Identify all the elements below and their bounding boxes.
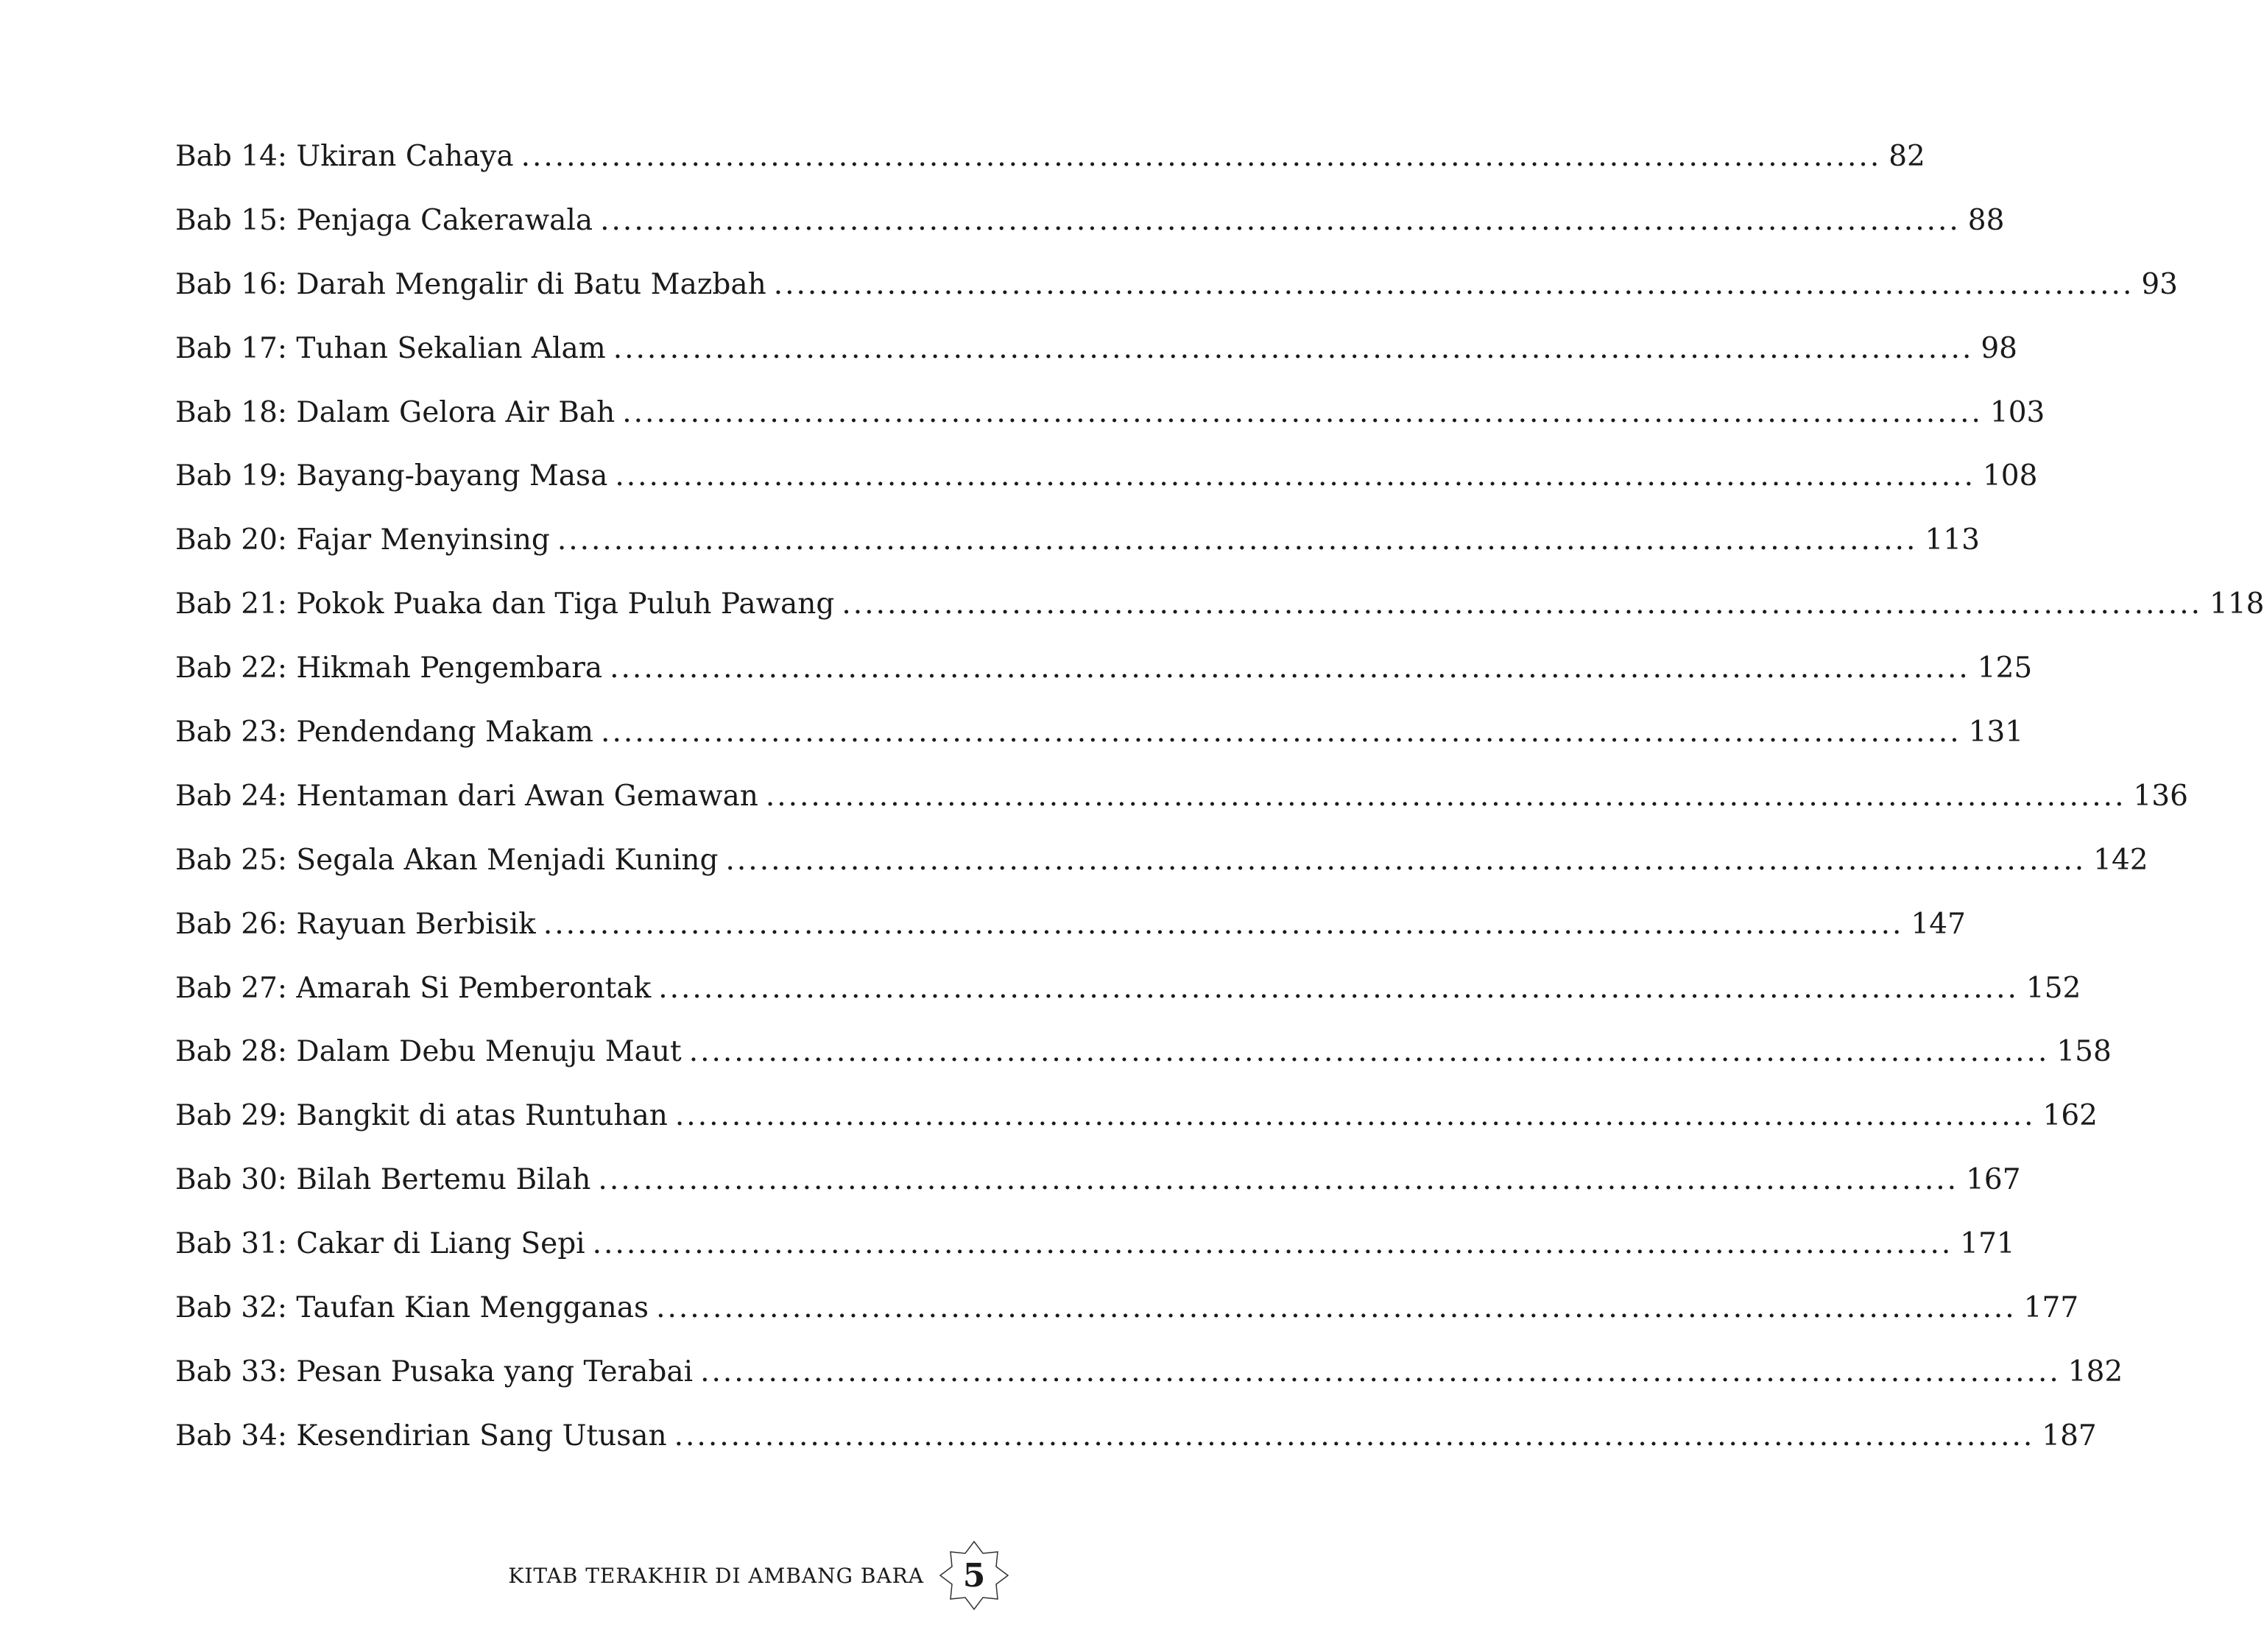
toc-entry-page: 142 xyxy=(2093,843,2148,877)
toc-entry-page: 177 xyxy=(2023,1291,2079,1325)
book-title: KITAB TERAKHIR DI AMBANG BARA xyxy=(508,1563,924,1588)
dot-leader: ........................................................................................................................ xyxy=(615,459,1975,493)
dot-leader: ........................................................................................................................ xyxy=(543,907,1904,941)
toc-entry-page: 167 xyxy=(1966,1163,2021,1197)
toc-entry-title: Bab 24: Hentaman dari Awan Gemawan xyxy=(175,779,758,813)
toc-entry-page: 103 xyxy=(1989,395,2045,429)
toc-entry xyxy=(175,203,2005,270)
page-number-badge xyxy=(937,1539,1011,1612)
toc-entry-title: Bab 32: Taufan Kian Mengganas xyxy=(175,1291,649,1325)
dot-leader: ........................................................................................................................ xyxy=(674,1419,2035,1452)
toc-entry-page: 152 xyxy=(2025,971,2081,1005)
toc-entry xyxy=(175,587,2264,654)
page-footer xyxy=(508,1539,1011,1612)
toc-entry-title: Bab 29: Bangkit di atas Runtuhan xyxy=(175,1099,668,1133)
toc-entry-title: Bab 33: Pesan Pusaka yang Terabai xyxy=(175,1355,694,1388)
page-number: 5 xyxy=(962,1556,986,1595)
toc-entry-page: 98 xyxy=(1981,331,2017,365)
toc-entry-title: Bab 21: Pokok Puaka dan Tiga Puluh Pawang xyxy=(175,587,835,621)
dot-leader: ........................................................................................................................ xyxy=(765,779,2126,813)
toc-entry-title: Bab 14: Ukiran Cahaya xyxy=(175,140,514,173)
toc-entry-page: 171 xyxy=(1960,1227,2015,1261)
dot-leader: ........................................................................................................................ xyxy=(622,395,1983,429)
toc-entry-page: 118 xyxy=(2210,587,2264,621)
toc-entry xyxy=(175,1419,2097,1486)
toc-entry xyxy=(175,459,2038,526)
toc-entry xyxy=(175,140,1925,206)
dot-leader: ........................................................................................................................ xyxy=(842,587,2203,621)
toc-entry xyxy=(175,843,2148,910)
toc-entry-title: Bab 34: Kesendirian Sang Utusan xyxy=(175,1419,667,1452)
toc-entry xyxy=(175,1355,2123,1422)
toc-entry-title: Bab 15: Penjaga Cakerawala xyxy=(175,203,593,237)
dot-leader: ........................................................................................................................ xyxy=(700,1355,2061,1388)
toc-entry xyxy=(175,395,2045,462)
dot-leader: ........................................................................................................................ xyxy=(610,652,1970,685)
dot-leader: ........................................................................................................................ xyxy=(725,843,2087,877)
toc-entry xyxy=(175,1227,2015,1293)
toc-entry-title: Bab 19: Bayang-bayang Masa xyxy=(175,459,608,493)
dot-leader: ........................................................................................................................ xyxy=(674,1099,2036,1133)
dot-leader: ........................................................................................................................ xyxy=(656,1291,2017,1325)
toc-entry xyxy=(175,779,2188,846)
toc-entry-title: Bab 23: Pendendang Makam xyxy=(175,716,594,749)
toc-entry-page: 113 xyxy=(1925,523,1980,557)
toc-entry-title: Bab 30: Bilah Bertemu Bilah xyxy=(175,1163,591,1197)
toc-entry xyxy=(175,1163,2021,1229)
dot-leader: ........................................................................................................................ xyxy=(688,1035,2050,1069)
dot-leader: ........................................................................................................................ xyxy=(592,1227,1953,1261)
toc-entry-title: Bab 18: Dalam Gelora Air Bah xyxy=(175,395,616,429)
toc-entry-page: 162 xyxy=(2042,1099,2098,1133)
toc-entry-title: Bab 16: Darah Mengalir di Batu Mazbah xyxy=(175,267,766,301)
toc-entry xyxy=(175,1099,2098,1165)
toc-entry-title: Bab 27: Amarah Si Pemberontak xyxy=(175,971,652,1005)
dot-leader: ........................................................................................................................ xyxy=(521,140,1882,173)
toc-entry xyxy=(175,971,2081,1038)
toc-entry-page: 82 xyxy=(1889,140,1925,173)
toc-entry-page: 187 xyxy=(2042,1419,2097,1452)
toc-entry-title: Bab 28: Dalam Debu Menuju Maut xyxy=(175,1035,682,1069)
toc-entry-title: Bab 22: Hikmah Pengembara xyxy=(175,652,603,685)
toc-entry-page: 125 xyxy=(1977,652,2033,685)
toc-entry-title: Bab 26: Rayuan Berbisik xyxy=(175,907,536,941)
toc-entry-title: Bab 25: Segala Akan Menjadi Kuning xyxy=(175,843,719,877)
dot-leader: ........................................................................................................................ xyxy=(773,267,2134,301)
toc-entry-title: Bab 17: Tuhan Sekalian Alam xyxy=(175,331,606,365)
dot-leader: ........................................................................................................................ xyxy=(658,971,2019,1005)
dot-leader: ........................................................................................................................ xyxy=(600,203,1961,237)
toc-entry-page: 131 xyxy=(1968,716,2024,749)
toc-entry xyxy=(175,331,2017,398)
table-of-contents xyxy=(175,140,2264,1486)
toc-entry xyxy=(175,1291,2079,1358)
toc-entry xyxy=(175,523,1980,590)
dot-leader: ........................................................................................................................ xyxy=(601,716,1961,749)
toc-entry xyxy=(175,267,2178,334)
toc-entry-page: 136 xyxy=(2133,779,2188,813)
toc-entry-page: 147 xyxy=(1911,907,1966,941)
toc-entry-title: Bab 31: Cakar di Liang Sepi xyxy=(175,1227,585,1261)
toc-entry xyxy=(175,652,2033,718)
toc-entry-page: 93 xyxy=(2141,267,2178,301)
toc-entry xyxy=(175,907,1966,974)
toc-entry xyxy=(175,716,2024,782)
dot-leader: ........................................................................................................................ xyxy=(557,523,1918,557)
dot-leader: ........................................................................................................................ xyxy=(613,331,1974,365)
dot-leader: ........................................................................................................................ xyxy=(598,1163,1959,1197)
toc-entry xyxy=(175,1035,2112,1101)
toc-entry-title: Bab 20: Fajar Menyinsing xyxy=(175,523,550,557)
toc-entry-page: 158 xyxy=(2056,1035,2112,1069)
toc-entry-page: 108 xyxy=(1982,459,2038,493)
toc-entry-page: 182 xyxy=(2067,1355,2123,1388)
toc-entry-page: 88 xyxy=(1967,203,2005,237)
